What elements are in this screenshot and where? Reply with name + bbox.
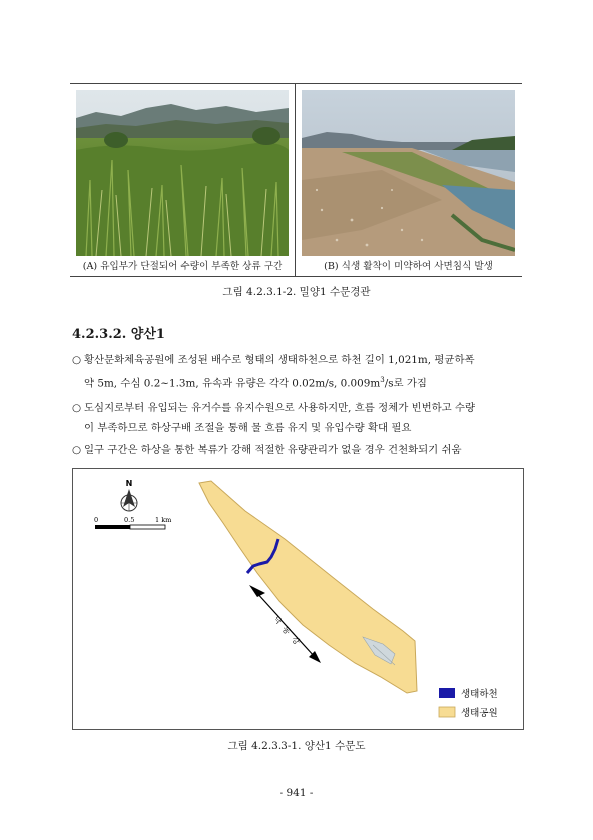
north-label: N [125, 479, 133, 488]
photo-a-caption: (A) 유입부가 단절되어 수량이 부족한 상류 구간 [82, 261, 283, 272]
legend-label-park: 생태공원 [461, 708, 498, 719]
photo-b-caption: (B) 식생 활착이 미약하여 사면침식 발생 [324, 261, 493, 272]
photo-a-image [76, 90, 289, 256]
bullet-mark: ○ [72, 444, 82, 456]
photo-b [296, 84, 521, 276]
map-legend [439, 688, 455, 717]
legend-swatch-park [439, 707, 455, 717]
flow-label: 낙동강 [271, 614, 306, 651]
bullet-mark: ○ [72, 402, 82, 414]
bullet-text: 도심지로부터 유입되는 유거수를 유지수원으로 사용하지만, 흐름 정체가 빈번하고 수량 이 부족하므로 하상구배 조절을 통해 물 흐름 유지 및 유입수량 확대 필요 [84, 402, 476, 434]
bullet-text: 일구 구간은 하상을 통한 복류가 강해 적절한 유량관리가 없을 경우 건천화되기 쉬움 [84, 444, 462, 456]
legend-label-stream: 생태하천 [461, 689, 498, 700]
figure-caption-2: 그림 4.2.3.3-1. 양산1 수문도 [227, 740, 366, 752]
bullet-item-3 [72, 440, 522, 460]
page-number: - 941 - [279, 787, 314, 799]
scale-label-half: 0.5 [124, 516, 135, 524]
bullet-text: 황산문화체육공원에 조성된 배수로 형태의 생태하천으로 하천 길이 1,021m, 평균하폭 약 5m, 수심 0.2~1.3m, 유속과 유량은 각각 0.02m/s, $0.009m^3/s$로 가짐 [84, 354, 475, 390]
ecopark-area [199, 481, 417, 693]
section-heading: 4.2.3.2. 양산1 [72, 327, 165, 342]
north-arrow-icon [121, 489, 137, 511]
map-canvas [73, 469, 523, 729]
bullet-mark: ○ [72, 354, 82, 366]
figure-caption-1: 그림 4.2.3.1-2. 밀양1 수문경관 [222, 286, 371, 298]
photo-a [70, 84, 296, 276]
bullet-item-2 [72, 398, 522, 438]
scale-label-0: 0 [94, 516, 99, 524]
scale-bar [95, 525, 165, 529]
bullet-item-1 [72, 350, 522, 393]
hydrology-map [72, 468, 524, 730]
legend-swatch-stream [439, 688, 455, 698]
scale-label-1km: 1 km [155, 516, 172, 524]
photo-b-image [302, 90, 515, 256]
photo-figure [70, 83, 522, 277]
